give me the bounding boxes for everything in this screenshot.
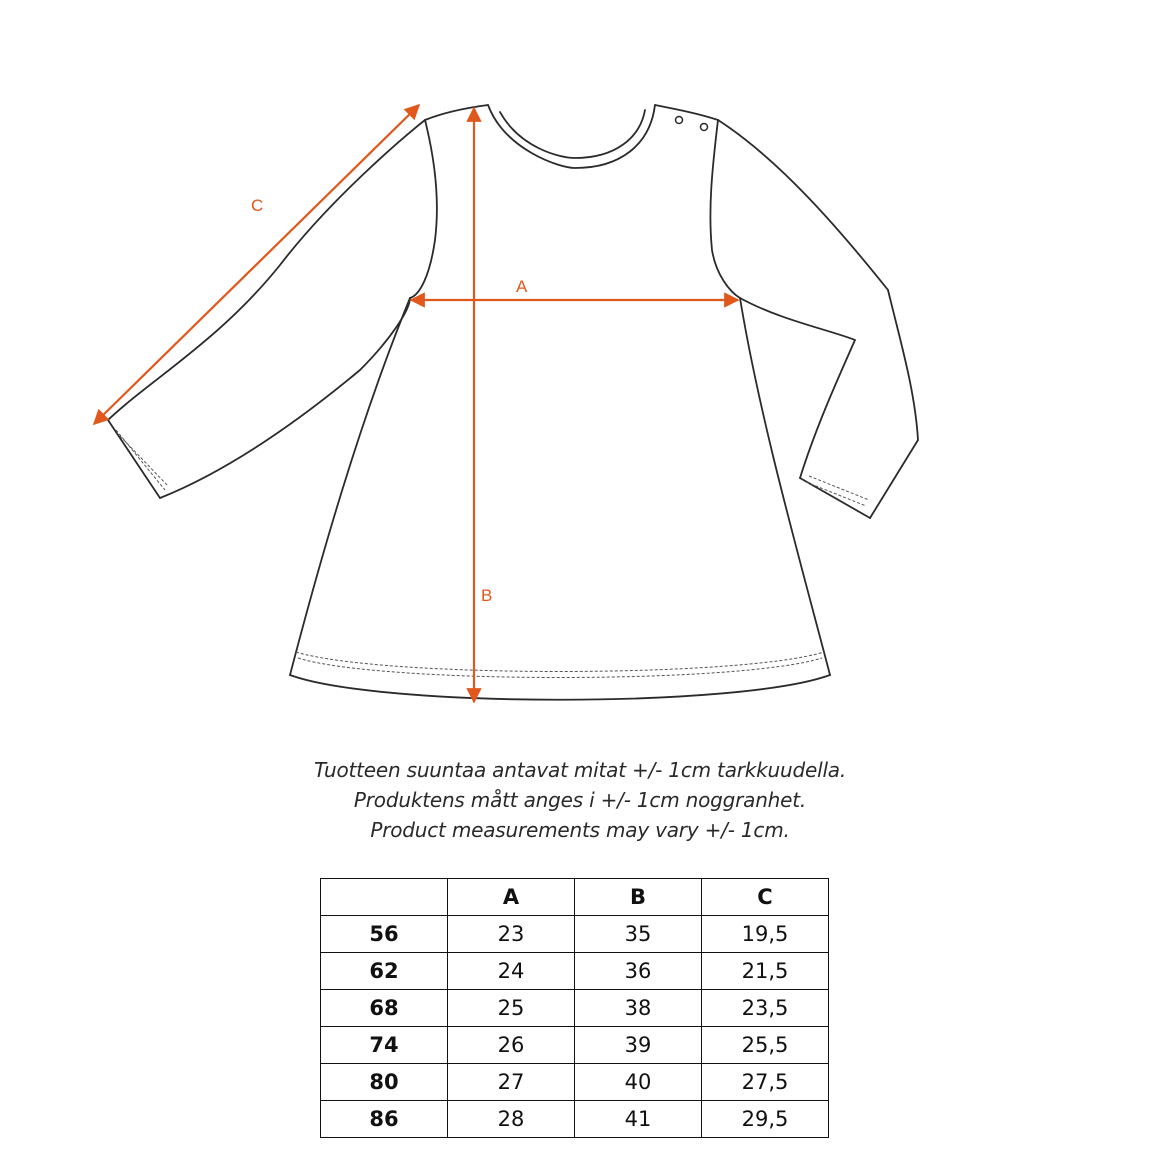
value-b-cell: 36: [575, 953, 702, 990]
header-a: A: [448, 879, 575, 916]
size-cell: 80: [321, 1064, 448, 1101]
label-a: A: [516, 277, 528, 296]
value-c-cell: 29,5: [702, 1101, 829, 1138]
snap-button-1: [676, 117, 683, 124]
header-c: C: [702, 879, 829, 916]
value-a-cell: 26: [448, 1027, 575, 1064]
value-a-cell: 28: [448, 1101, 575, 1138]
table-row: [321, 1064, 829, 1101]
table-row: [321, 1027, 829, 1064]
value-b-cell: 39: [575, 1027, 702, 1064]
size-cell: 62: [321, 953, 448, 990]
value-a-cell: 25: [448, 990, 575, 1027]
value-b-cell: 35: [575, 916, 702, 953]
size-cell: 68: [321, 990, 448, 1027]
size-table: [320, 878, 829, 1138]
size-cell: 74: [321, 1027, 448, 1064]
stitch-lines: [116, 430, 869, 678]
value-c-cell: 21,5: [702, 953, 829, 990]
arrow-c: [94, 105, 419, 424]
value-c-cell: 27,5: [702, 1064, 829, 1101]
note-swedish: Produktens mått anges i +/- 1cm noggranhet.: [353, 788, 807, 812]
value-b-cell: 41: [575, 1101, 702, 1138]
value-a-cell: 27: [448, 1064, 575, 1101]
value-a-cell: 23: [448, 916, 575, 953]
note-english: Product measurements may vary +/- 1cm.: [370, 818, 790, 842]
label-b: B: [481, 586, 493, 605]
value-c-cell: 19,5: [702, 916, 829, 953]
snap-button-2: [701, 124, 708, 131]
value-b-cell: 38: [575, 990, 702, 1027]
table-row: [321, 916, 829, 953]
note-finnish: Tuotteen suuntaa antavat mitat +/- 1cm tarkkuudella.: [313, 758, 847, 782]
size-cell: 56: [321, 916, 448, 953]
header-size: [321, 879, 448, 916]
table-row: [321, 953, 829, 990]
value-a-cell: 24: [448, 953, 575, 990]
value-c-cell: 23,5: [702, 990, 829, 1027]
value-c-cell: 25,5: [702, 1027, 829, 1064]
dress-outline: [108, 105, 918, 700]
table-row: [321, 1101, 829, 1138]
table-row: [321, 990, 829, 1027]
size-cell: 86: [321, 1101, 448, 1138]
value-b-cell: 40: [575, 1064, 702, 1101]
label-c: C: [251, 196, 264, 215]
table-header-row: [321, 879, 829, 916]
header-b: B: [575, 879, 702, 916]
measurement-arrows: [94, 105, 738, 702]
